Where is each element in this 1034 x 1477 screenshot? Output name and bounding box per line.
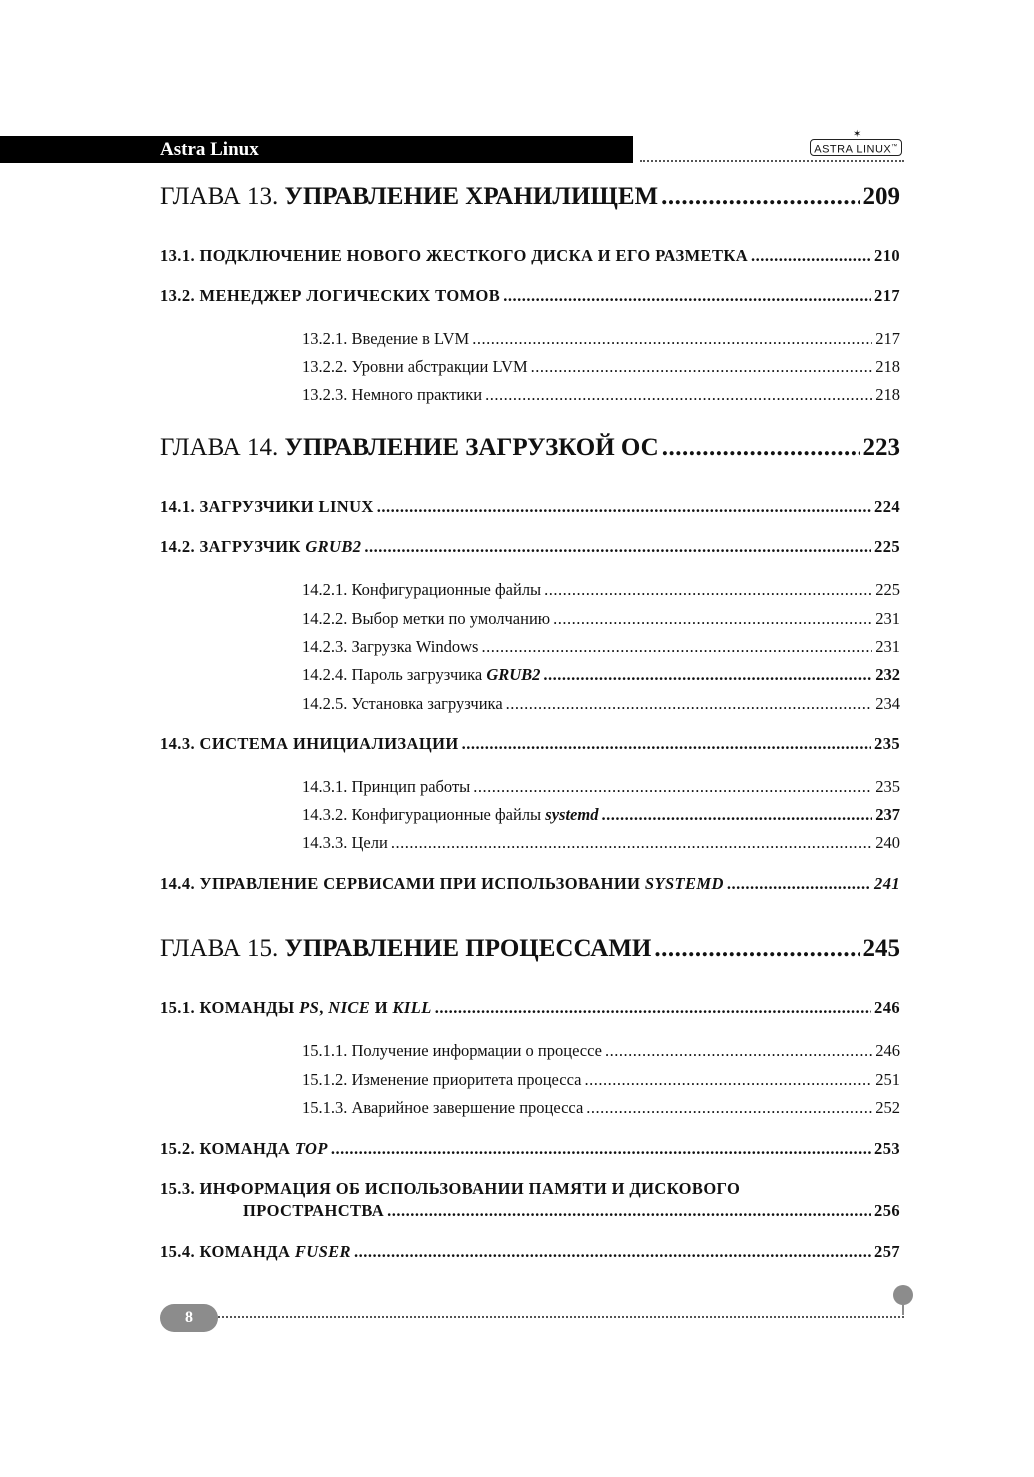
header-dotted-rule [640,160,904,162]
section-title: 14.2. ЗАГРУЗЧИК [160,537,306,556]
page-number: 252 [875,1098,900,1117]
logo-text: ASTRA LINUX [814,143,892,156]
subsection-title: 14.2.3. Загрузка Windows [302,637,479,656]
leader-dots [605,1041,872,1061]
toc-subsection-14-2-4[interactable] [302,665,900,685]
chapter-title: УПРАВЛЕНИЕ ХРАНИЛИЩЕМ [284,183,659,210]
section-title-italic: TOP [294,1139,328,1158]
subsection-title: 14.3.2. Конфигурационные файлы [302,805,546,824]
section-title: 15.1. КОМАНДЫ [160,998,300,1017]
page-number: 256 [874,1201,900,1220]
subsection-title: 14.2.1. Конфигурационные файлы [302,580,542,599]
page-number: 240 [875,833,900,852]
toc-section-14-2[interactable] [160,537,900,557]
leader-dots [543,665,872,685]
page-number: 251 [875,1070,900,1089]
page-number: 217 [874,286,900,305]
toc-subsection-14-3-2[interactable] [302,805,900,825]
page-number: 235 [875,777,900,796]
subsection-title: 13.2.3. Немного практики [302,385,483,404]
leader-dots [751,246,871,266]
section-title-italic-ps: PS [299,998,320,1017]
section-title-italic: GRUB2 [305,537,362,556]
page-number: 231 [875,609,900,628]
leader-dots [553,609,872,629]
toc-subsection-14-2-1[interactable] [302,580,900,600]
chapter-title: УПРАВЛЕНИЕ ЗАГРУЗКОЙ ОС [284,434,659,461]
page-number: 237 [875,805,900,824]
logo-star-icon: ✶ [853,129,862,140]
page-number: 253 [874,1139,900,1158]
toc-section-15-2[interactable] [160,1139,900,1159]
leader-dots [354,1242,871,1262]
section-title: 15.2. КОМАНДА [160,1139,295,1158]
toc-section-15-1[interactable] [160,998,900,1018]
toc-chapter-15[interactable] [160,935,900,963]
toc-section-14-4[interactable] [160,874,900,894]
leader-dots [584,1070,872,1090]
toc-subsection-13-2-1[interactable] [302,329,900,349]
logo-trademark: ™ [891,144,898,150]
section-title: 15.4. КОМАНДА [160,1242,295,1261]
chapter-title: УПРАВЛЕНИЕ ПРОЦЕССАМИ [284,935,652,962]
subsection-title: 15.1.2. Изменение приоритета процесса [302,1070,582,1089]
leader-dots [544,580,872,600]
leader-dots [331,1139,871,1159]
section-title-italic-nice: NICE [328,998,371,1017]
subsection-title: 14.2.4. Пароль загрузчика [302,665,487,684]
leader-dots [503,286,871,306]
page-number: 246 [875,1041,900,1060]
toc-subsection-14-3-3[interactable] [302,833,900,853]
toc-section-15-4[interactable] [160,1242,900,1262]
toc-section-13-2[interactable] [160,286,900,306]
leader-dots [481,637,872,657]
page-number: 210 [874,246,900,265]
leader-dots [727,874,871,894]
section-title: 13.2. МЕНЕДЖЕР ЛОГИЧЕСКИХ ТОМОВ [160,286,501,305]
section-title-italic: SYSTEMD [644,874,724,893]
chapter-prefix: ГЛАВА 15. [160,935,285,962]
section-title-italic: FUSER [294,1242,351,1261]
page-number: 218 [875,385,900,404]
toc-subsection-14-2-3[interactable] [302,637,900,657]
toc-subsection-14-2-5[interactable] [302,694,900,714]
toc-section-15-3-line1[interactable]: 15.3. ИНФОРМАЦИЯ ОБ ИСПОЛЬЗОВАНИИ ПАМЯТИ И ДИСКОВОГО [160,1179,741,1198]
subsection-title: 15.1.1. Получение информации о процессе [302,1041,602,1060]
page-number: 231 [875,637,900,656]
section-title-sep: И [370,998,393,1017]
leader-dots [462,734,871,754]
leader-dots [391,833,872,853]
leader-dots [485,385,872,405]
leader-dots [586,1098,872,1118]
leader-dots [472,329,872,349]
footer-circle-icon [893,1285,913,1305]
leader-dots [654,935,859,963]
section-title: 14.1. ЗАГРУЗЧИКИ LINUX [160,497,374,516]
footer-circle-stem [902,1305,904,1315]
subsection-title: 14.2.2. Выбор метки по умолчанию [302,609,551,628]
page-number: 235 [874,734,900,753]
page-number: 232 [875,665,900,684]
toc-subsection-15-1-1[interactable] [302,1041,900,1061]
section-title: 14.3. СИСТЕМА ИНИЦИАЛИЗАЦИИ [160,734,459,753]
toc-chapter-14[interactable] [160,434,900,462]
page-number: 245 [862,935,900,962]
page-number: 223 [862,434,900,461]
page-number: 217 [875,329,900,348]
astra-linux-logo [810,129,902,156]
toc-subsection-13-2-2[interactable] [302,357,900,377]
leader-dots [435,998,871,1018]
leader-dots [601,805,872,825]
page-number: 225 [874,537,900,556]
section-title-sep: , [319,998,329,1017]
section-title: 14.4. УПРАВЛЕНИЕ СЕРВИСАМИ ПРИ ИСПОЛЬЗОВАНИИ [160,874,645,893]
header-title: Astra Linux [160,139,259,160]
leader-dots [387,1201,871,1221]
toc-subsection-13-2-3[interactable] [302,385,900,405]
leader-dots [531,357,873,377]
toc-section-13-1[interactable] [160,246,900,266]
subsection-title: 14.3.1. Принцип работы [302,777,471,796]
toc-section-14-1[interactable] [160,497,900,517]
subsection-title: 14.3.3. Цели [302,833,388,852]
page-number: 246 [874,998,900,1017]
page-number: 257 [874,1242,900,1261]
leader-dots [662,434,860,462]
leader-dots [364,537,871,557]
footer-page-number: 8 [160,1304,218,1332]
subsection-title: 14.2.5. Установка загрузчика [302,694,503,713]
subsection-title-italic: GRUB2 [486,665,541,684]
leader-dots [506,694,873,714]
subsection-title: 13.2.1. Введение в LVM [302,329,470,348]
section-title-italic-kill: KILL [392,998,432,1017]
header-bar [0,136,633,163]
leader-dots [377,497,871,517]
leader-dots [473,777,872,797]
toc-chapter-13[interactable] [160,183,900,211]
section-title: ПРОСТРАНСТВА [243,1201,385,1220]
page-number: 218 [875,357,900,376]
subsection-title: 15.1.3. Аварийное завершение процесса [302,1098,584,1117]
chapter-prefix: ГЛАВА 13. [160,183,285,210]
subsection-title-italic: systemd [545,805,599,824]
page-number: 234 [875,694,900,713]
page-number: 225 [875,580,900,599]
page-number: 209 [862,183,900,210]
page-number: 241 [874,874,900,893]
subsection-title: 13.2.2. Уровни абстракции LVM [302,357,528,376]
chapter-prefix: ГЛАВА 14. [160,434,285,461]
toc-subsection-15-1-2[interactable] [302,1070,900,1090]
toc-subsection-14-3-1[interactable] [302,777,900,797]
toc-subsection-15-1-3[interactable] [302,1098,900,1118]
toc-section-15-3[interactable] [243,1201,900,1221]
toc-subsection-14-2-2[interactable] [302,609,900,629]
leader-dots [661,183,859,211]
footer-dotted-rule [218,1316,904,1318]
section-title: 13.1. ПОДКЛЮЧЕНИЕ НОВОГО ЖЕСТКОГО ДИСКА И ЕГО РАЗМЕТКА [160,246,749,265]
toc-section-14-3[interactable] [160,734,900,754]
page-number: 224 [874,497,900,516]
